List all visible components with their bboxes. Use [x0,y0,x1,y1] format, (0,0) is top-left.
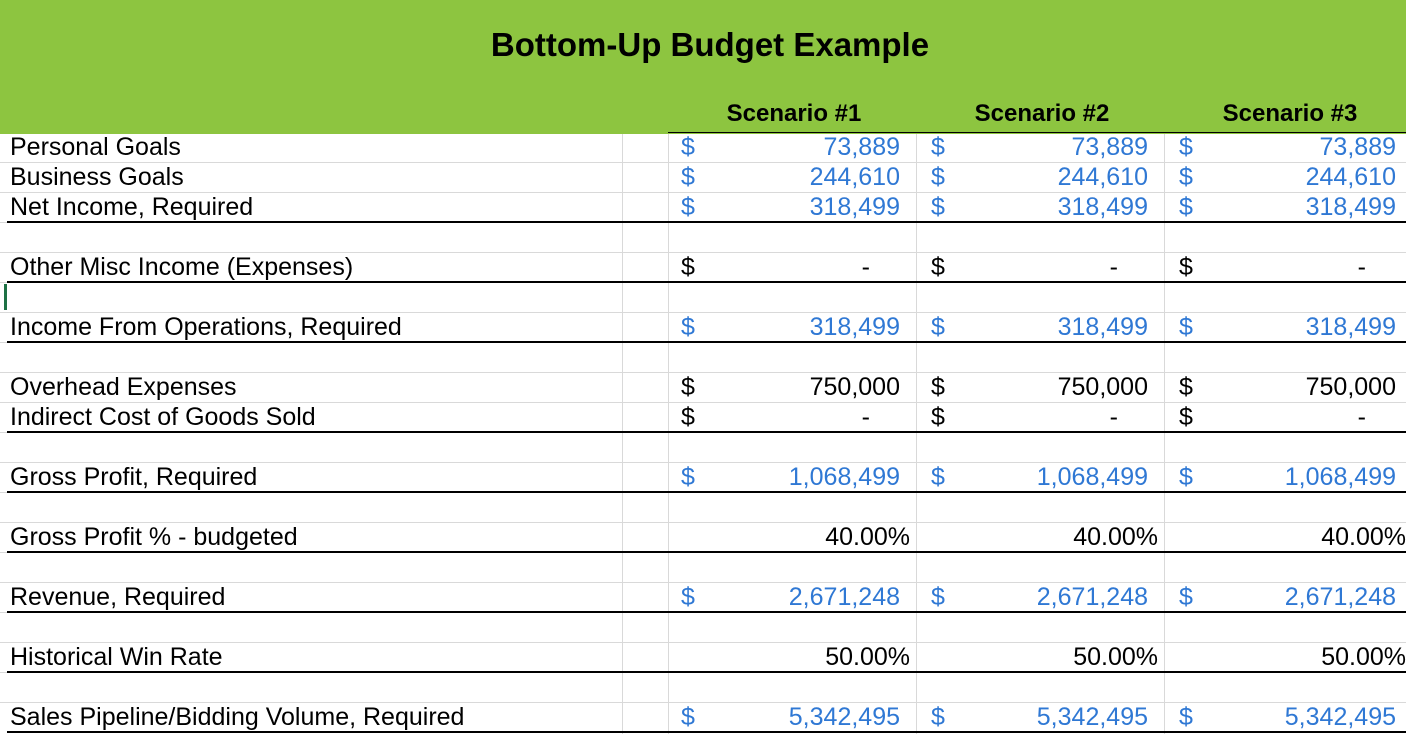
currency-symbol: $ [931,253,945,281]
currency-symbol: $ [1179,313,1193,341]
currency-symbol: $ [931,463,945,491]
currency-symbol: $ [931,583,945,611]
currency-symbol: $ [931,403,945,431]
scenario-2-header[interactable]: Scenario #2 [974,100,1110,127]
row-label[interactable]: Sales Pipeline/Bidding Volume, Required [10,703,465,731]
row-label[interactable]: Gross Profit % - budgeted [10,523,298,551]
scenario-1-value[interactable]: 5,342,495 [788,703,900,731]
scenario-1-value[interactable]: 50.00% [825,643,910,671]
currency-symbol: $ [681,703,695,731]
scenario-1-value[interactable]: 73,889 [823,133,900,161]
row-label[interactable]: Gross Profit, Required [10,463,258,491]
scenario-2-value[interactable]: - [1109,253,1118,281]
currency-symbol: $ [681,373,695,401]
scenario-1-header[interactable]: Scenario #1 [726,100,862,127]
scenario-3-value[interactable]: 318,499 [1305,193,1396,221]
scenario-3-value[interactable]: - [1357,403,1366,431]
currency-symbol: $ [931,703,945,731]
currency-symbol: $ [1179,403,1193,431]
currency-symbol: $ [681,403,695,431]
currency-symbol: $ [1179,373,1193,401]
row-label[interactable]: Revenue, Required [10,583,226,611]
currency-symbol: $ [681,313,695,341]
currency-symbol: $ [681,583,695,611]
scenario-3-value[interactable]: 73,889 [1319,133,1396,161]
scenario-1-value[interactable]: 244,610 [809,163,900,191]
scenario-3-value[interactable]: 5,342,495 [1284,703,1396,731]
scenario-3-value[interactable]: 244,610 [1305,163,1396,191]
scenario-2-value[interactable]: 244,610 [1057,163,1148,191]
scenario-1-value[interactable]: - [861,253,870,281]
currency-symbol: $ [1179,253,1193,281]
scenario-2-value[interactable]: - [1109,403,1118,431]
currency-symbol: $ [681,133,695,161]
row-label[interactable]: Business Goals [10,163,184,191]
sheet-title[interactable]: Bottom-Up Budget Example [490,26,930,63]
currency-symbol: $ [931,373,945,401]
scenario-1-value[interactable]: 318,499 [809,313,900,341]
currency-symbol: $ [681,463,695,491]
scenario-1-value[interactable]: 750,000 [809,373,900,401]
scenario-2-value[interactable]: 40.00% [1073,523,1158,551]
row-label[interactable]: Overhead Expenses [10,373,237,401]
currency-symbol: $ [681,163,695,191]
scenario-1-value[interactable]: 40.00% [825,523,910,551]
scenario-3-value[interactable]: 50.00% [1321,643,1406,671]
scenario-3-value[interactable]: 40.00% [1321,523,1406,551]
currency-symbol: $ [931,313,945,341]
scenario-2-value[interactable]: 750,000 [1057,373,1148,401]
scenario-3-value[interactable]: 2,671,248 [1284,583,1396,611]
scenario-3-value[interactable]: 318,499 [1305,313,1396,341]
row-label[interactable]: Personal Goals [10,133,181,161]
currency-symbol: $ [1179,193,1193,221]
row-label[interactable]: Net Income, Required [10,193,254,221]
currency-symbol: $ [931,133,945,161]
currency-symbol: $ [1179,463,1193,491]
scenario-3-value[interactable]: 1,068,499 [1284,463,1396,491]
cell-cursor [4,284,7,310]
scenario-1-value[interactable]: 318,499 [809,193,900,221]
scenario-1-value[interactable]: 1,068,499 [788,463,900,491]
gridline-vertical [622,134,623,734]
currency-symbol: $ [1179,133,1193,161]
currency-symbol: $ [1179,703,1193,731]
scenario-2-value[interactable]: 73,889 [1071,133,1148,161]
gridline-vertical [1164,134,1165,734]
scenario-2-value[interactable]: 5,342,495 [1036,703,1148,731]
gridline-vertical [916,134,917,734]
currency-symbol: $ [681,193,695,221]
scenario-2-value[interactable]: 2,671,248 [1036,583,1148,611]
scenario-1-value[interactable]: 2,671,248 [788,583,900,611]
row-label[interactable]: Income From Operations, Required [10,313,402,341]
scenario-3-value[interactable]: - [1357,253,1366,281]
row-label[interactable]: Historical Win Rate [10,643,223,671]
currency-symbol: $ [1179,163,1193,191]
scenario-3-header[interactable]: Scenario #3 [1222,100,1358,127]
row-label[interactable]: Indirect Cost of Goods Sold [10,403,316,431]
scenario-2-value[interactable]: 318,499 [1057,313,1148,341]
currency-symbol: $ [1179,583,1193,611]
scenario-2-value[interactable]: 1,068,499 [1036,463,1148,491]
scenario-2-value[interactable]: 50.00% [1073,643,1158,671]
currency-symbol: $ [931,163,945,191]
gridline-vertical [668,134,669,734]
row-label[interactable]: Other Misc Income (Expenses) [10,253,354,281]
currency-symbol: $ [931,193,945,221]
scenario-3-value[interactable]: 750,000 [1305,373,1396,401]
currency-symbol: $ [681,253,695,281]
scenario-1-value[interactable]: - [861,403,870,431]
scenario-2-value[interactable]: 318,499 [1057,193,1148,221]
